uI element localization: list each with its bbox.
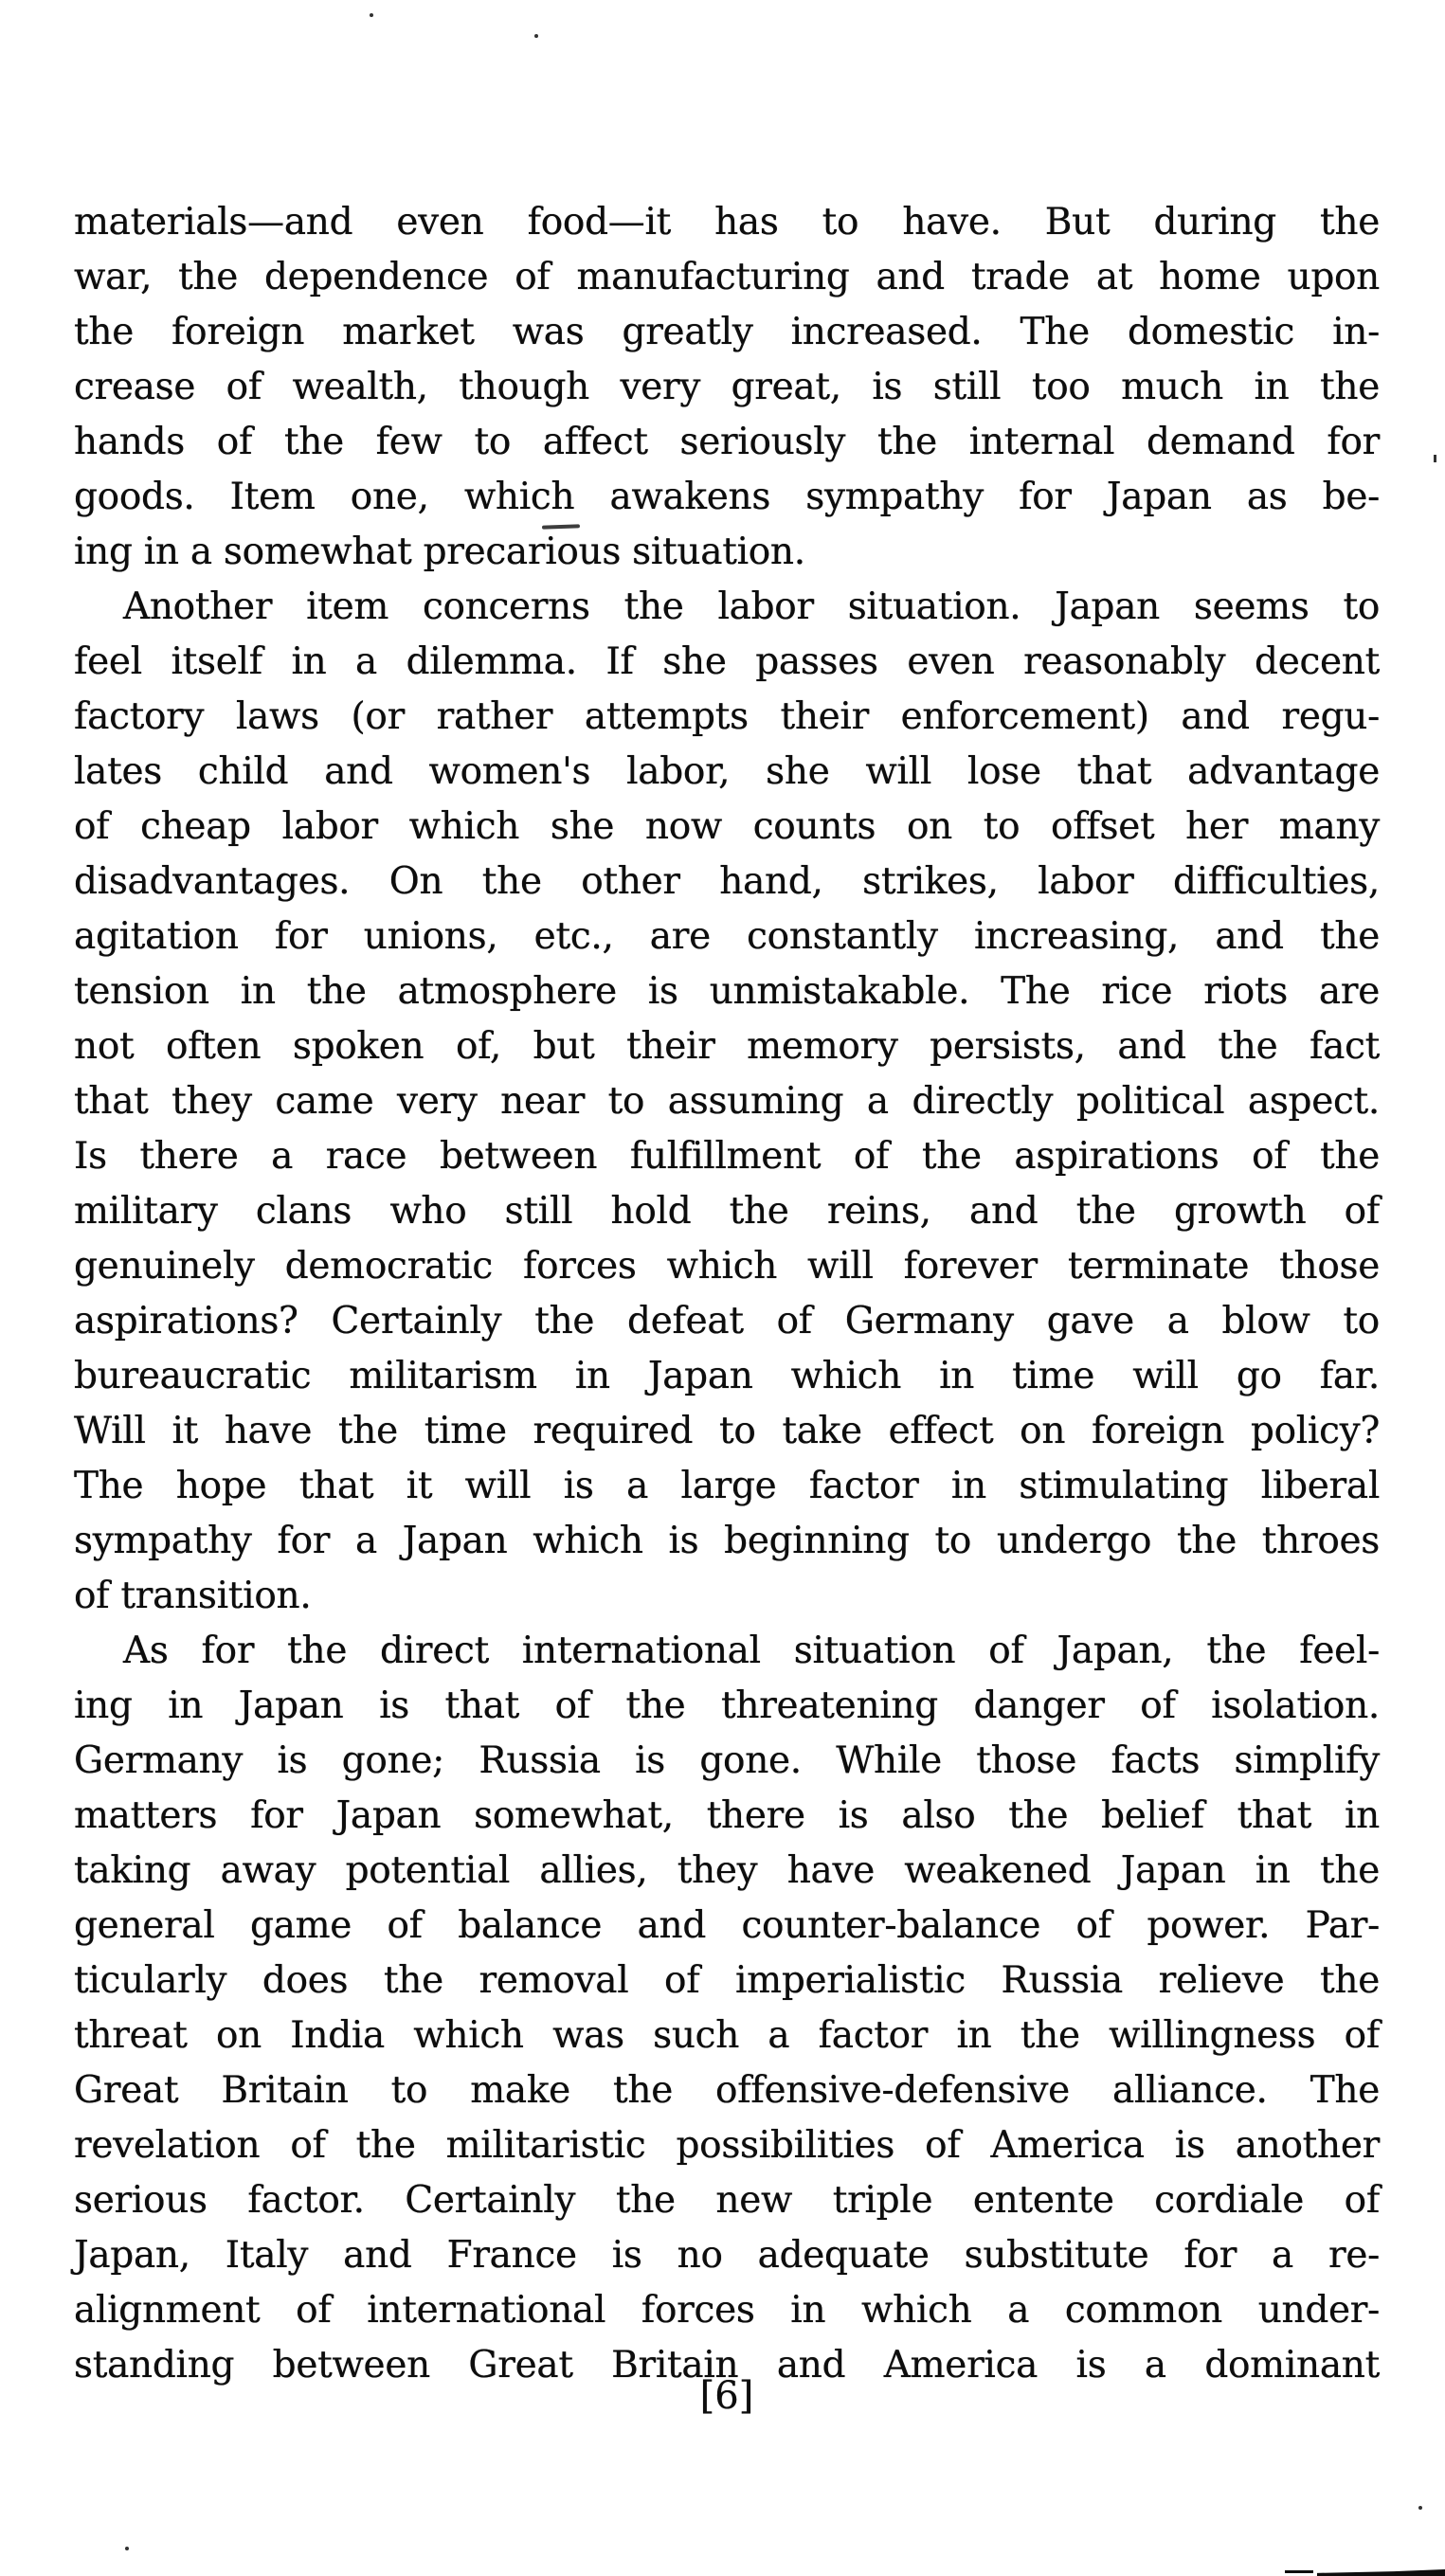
text-line: alignment of international forces in which a common under- <box>74 2289 1380 2332</box>
text-line: of transition. <box>74 1575 312 1617</box>
text-line: Will it have the time required to take effect on foreign policy? <box>74 1410 1380 1452</box>
scan-edge-mark <box>1285 2570 1313 2573</box>
text-line: factory laws (or rather attempts their enforcement) and regu- <box>74 695 1380 738</box>
text-line: materials—and even food—it has to have. But during the <box>74 201 1380 243</box>
text-line: lates child and women's labor, she will lose that advantage <box>74 750 1380 793</box>
text-line: war, the dependence of manufacturing and trade at home upon <box>74 256 1380 298</box>
text-line: crease of wealth, though very great, is still too much in the <box>74 366 1380 408</box>
text-line: Another item concerns the labor situation. Japan seems to <box>123 585 1380 628</box>
page-number: [6] <box>699 2374 754 2418</box>
text-line: revelation of the militaristic possibilities of America is another <box>74 2124 1380 2167</box>
scan-speck <box>1418 2506 1422 2510</box>
text-line: matters for Japan somewhat, there is also the belief that in <box>74 1794 1380 1837</box>
scan-speck <box>534 34 538 38</box>
text-line: genuinely democratic forces which will forever terminate those <box>74 1245 1380 1288</box>
text-line: As for the direct international situation of Japan, the feel- <box>123 1630 1380 1672</box>
text-line: ing in a somewhat precarious situation. <box>74 531 805 573</box>
scan-speck <box>125 2547 129 2550</box>
text-line: Germany is gone; Russia is gone. While those facts simplify <box>74 1739 1380 1782</box>
text-line: aspirations? Certainly the defeat of Germany gave a blow to <box>74 1300 1380 1342</box>
body-text <box>74 195 1380 2393</box>
text-line: sympathy for a Japan which is beginning to undergo the throes <box>74 1520 1380 1562</box>
text-line: the foreign market was greatly increased. The domestic in- <box>74 311 1380 353</box>
text-line: standing between Great Britain and America is a dominant <box>74 2344 1380 2387</box>
text-line: tension in the atmosphere is unmistakable. The rice riots are <box>74 970 1380 1013</box>
text-line: goods. Item one, which awakens sympathy for Japan as be- <box>74 476 1380 518</box>
text-line: Great Britain to make the offensive-defensive alliance. The <box>74 2069 1380 2112</box>
text-line: not often spoken of, but their memory persists, and the fact <box>74 1025 1380 1068</box>
text-line: that they came very near to assuming a directly political aspect. <box>74 1080 1380 1123</box>
text-line: Is there a race between fulfillment of the aspirations of the <box>74 1135 1380 1178</box>
text-line: threat on India which was such a factor in the willingness of <box>74 2014 1380 2057</box>
text-line: serious factor. Certainly the new triple entente cordiale of <box>74 2179 1380 2222</box>
text-line: Japan, Italy and France is no adequate substitute for a re- <box>74 2234 1380 2277</box>
text-line: ticularly does the removal of imperialistic Russia relieve the <box>74 1959 1380 2002</box>
scan-speck <box>370 13 373 17</box>
text-line: ing in Japan is that of the threatening danger of isolation. <box>74 1684 1380 1727</box>
scan-edge-mark <box>1317 2569 1445 2576</box>
text-line: taking away potential allies, they have weakened Japan in the <box>74 1849 1380 1892</box>
text-line: of cheap labor which she now counts on to offset her many <box>74 805 1380 848</box>
text-line: military clans who still hold the reins, and the growth of <box>74 1190 1380 1233</box>
scan-speck <box>1434 455 1436 462</box>
text-line: general game of balance and counter-balance of power. Par- <box>74 1904 1380 1947</box>
text-line: hands of the few to affect seriously the internal demand for <box>74 421 1380 463</box>
text-line: feel itself in a dilemma. If she passes even reasonably decent <box>74 640 1380 683</box>
text-line: The hope that it will is a large factor in stimulating liberal <box>74 1465 1380 1507</box>
text-line: agitation for unions, etc., are constantly increasing, and the <box>74 915 1380 958</box>
text-line: bureaucratic militarism in Japan which in time will go far. <box>74 1355 1380 1397</box>
text-line: disadvantages. On the other hand, strikes, labor difficulties, <box>74 860 1380 903</box>
